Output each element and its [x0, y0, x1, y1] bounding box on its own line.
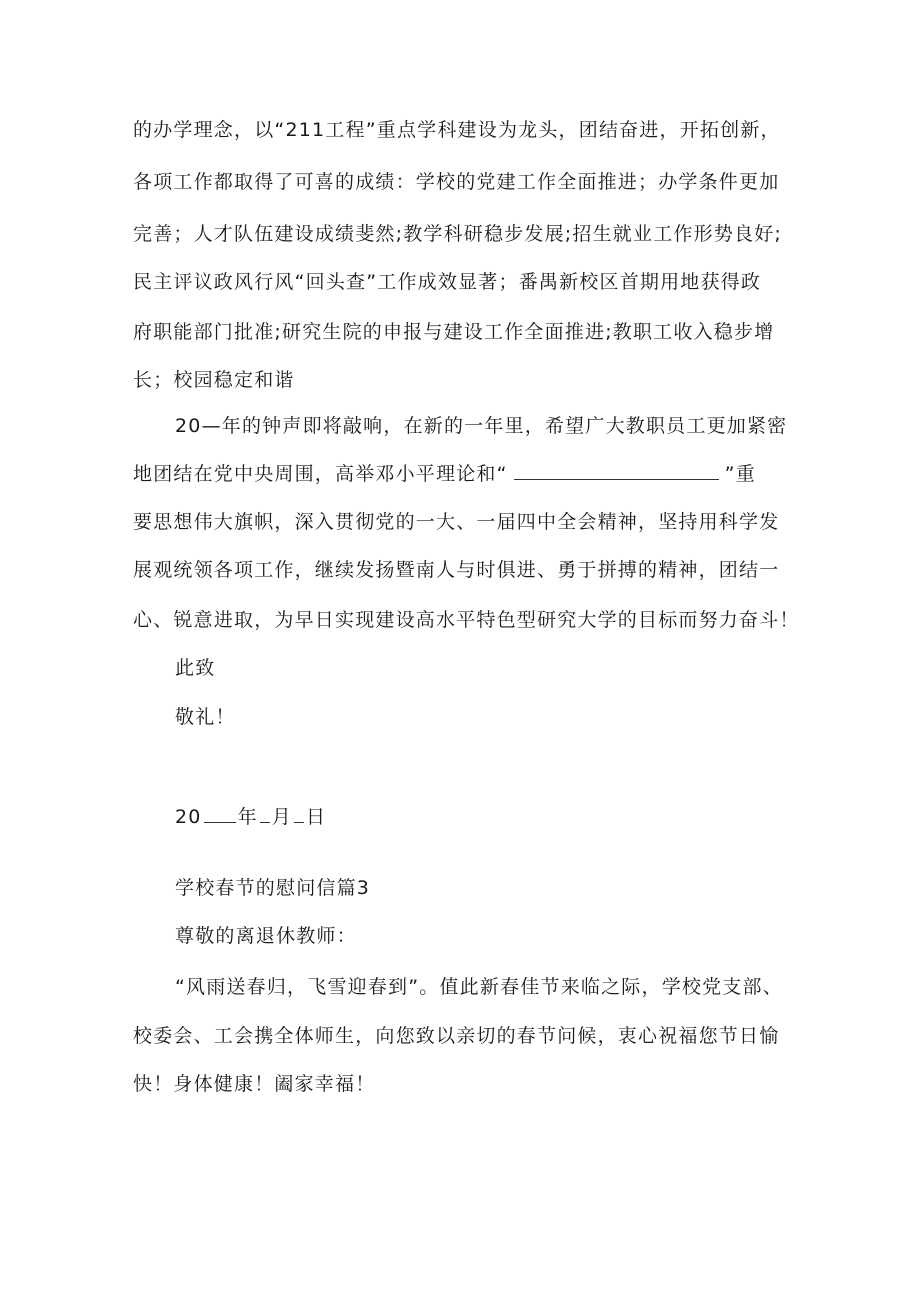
date-year-label: 年	[237, 806, 258, 828]
closing-salutation: 此致	[175, 657, 216, 679]
paragraph-line: 民主评议政风行风“回头查”工作成效显著；番禺新校区首期用地获得政	[133, 271, 762, 293]
paragraph-line: 各项工作都取得了可喜的成绩：学校的党建工作全面推进；办学条件更加	[133, 171, 780, 193]
paragraph-line: 快！身体健康！阖家幸福！	[133, 1073, 376, 1095]
letter-date	[175, 803, 326, 831]
date-year-prefix: 20	[175, 806, 202, 828]
paragraph-line: “风雨送春归，飞雪迎春到”。值此新春佳节来临之际，学校党支部、	[175, 976, 783, 998]
fill-in-blank	[204, 806, 236, 823]
paragraph-line: 心、锐意进取，为早日实现建设高水平特色型研究大学的目标而努力奋斗！	[133, 609, 800, 631]
text-segment: ”重	[724, 463, 756, 485]
paragraph-line: 长；校园稳定和谐	[133, 369, 295, 391]
section-title: 学校春节的慰问信篇3	[175, 877, 371, 899]
paragraph-line: 校委会、工会携全体师生，向您致以亲切的春节问候，衷心祝福您节日愉	[133, 1025, 780, 1047]
closing-regards: 敬礼！	[175, 706, 236, 728]
paragraph-line: 的办学理念，以“211工程”重点学科建设为龙头，团结奋进，开拓创新，	[133, 119, 781, 141]
paragraph-line: 展观统领各项工作，继续发扬暨南人与时俱进、勇于拼搏的精神，团结一	[133, 559, 780, 581]
paragraph-line: 完善；人才队伍建设成绩斐然;教学科研稳步发展;招生就业工作形势良好;	[133, 223, 783, 245]
fill-in-blank	[294, 806, 304, 823]
paragraph-line-with-blank	[133, 460, 756, 488]
paragraph-line: 府职能部门批准;研究生院的申报与建设工作全面推进;教职工收入稳步增	[133, 321, 775, 343]
paragraph-line: 要思想伟大旗帜，深入贯彻党的一大、一届四中全会精神，坚持用科学发	[133, 511, 780, 533]
paragraph-line: 20—年的钟声即将敲响，在新的一年里，希望广大教职员工更加紧密	[175, 415, 788, 437]
salutation: 尊敬的离退休教师：	[175, 925, 357, 947]
fill-in-blank	[514, 463, 719, 480]
date-day-label: 日	[305, 806, 327, 828]
date-month-label: 月	[271, 806, 292, 828]
fill-in-blank	[260, 806, 270, 823]
text-segment: 地团结在党中央周围，高举邓小平理论和“	[133, 463, 508, 485]
